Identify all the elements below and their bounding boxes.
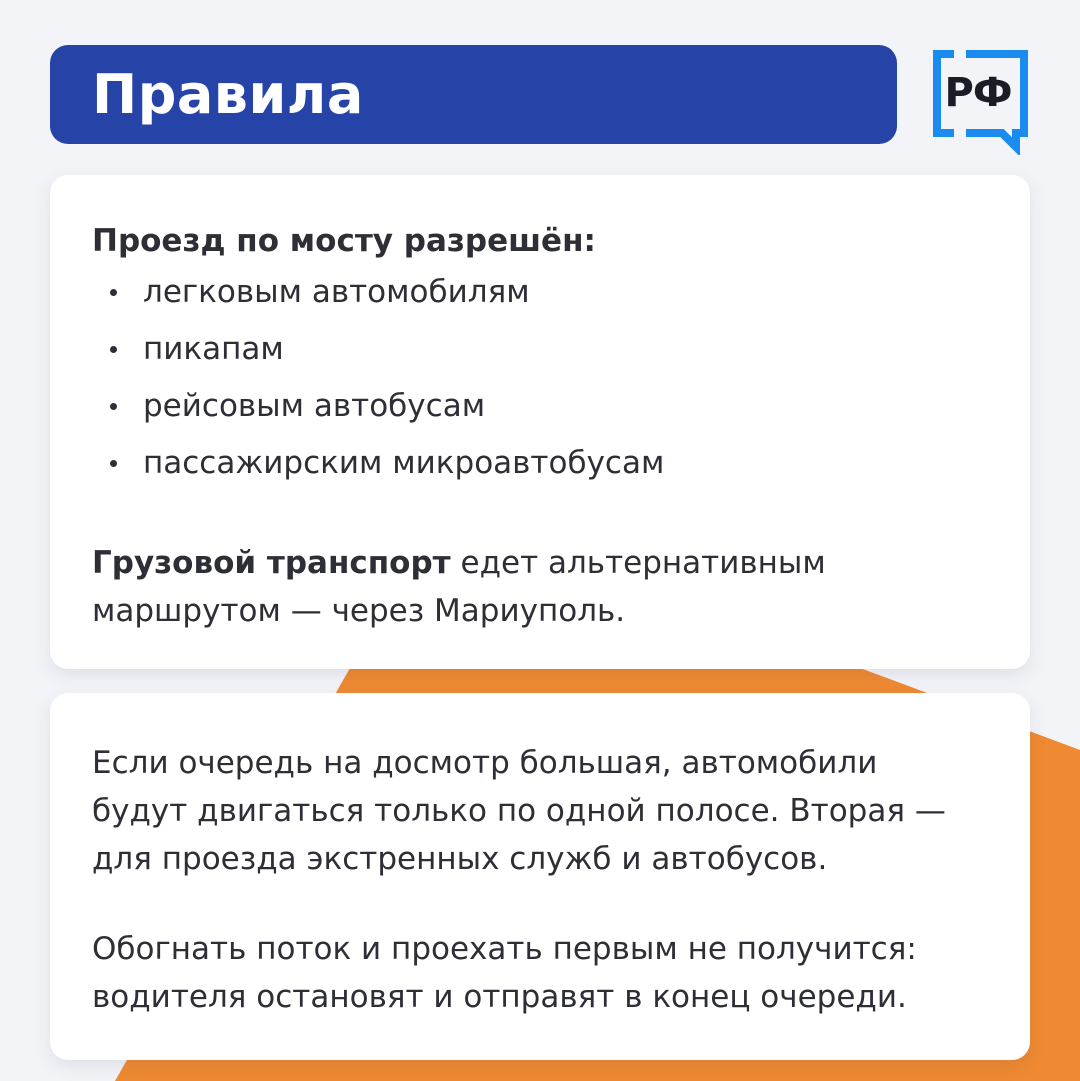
- list-item-label: легковым автомобилям: [143, 274, 530, 310]
- list-item-label: пассажирским микроавтобусам: [143, 445, 665, 481]
- list-item: [110, 386, 664, 443]
- queue-paragraph: [92, 739, 946, 883]
- bullet-icon: [110, 403, 117, 410]
- cargo-paragraph: [92, 539, 826, 635]
- rf-logo: [930, 47, 1034, 155]
- queue-line: Если очередь на досмотр большая, автомобили: [92, 745, 878, 781]
- list-item: [110, 329, 664, 386]
- overtake-line: Обогнать поток и проехать первым не получится:: [92, 931, 917, 967]
- rules-card: [50, 175, 1030, 669]
- overtake-line: водителя остановят и отправят в конец очереди.: [92, 979, 907, 1015]
- list-item: [110, 272, 664, 329]
- queue-line: для проезда экстренных служб и автобусов.: [92, 841, 828, 877]
- bullet-icon: [110, 346, 117, 353]
- title-banner: [50, 45, 897, 144]
- allowed-vehicles-list: [110, 272, 664, 500]
- queue-line: будут двигаться только по одной полосе. Вторая —: [92, 793, 946, 829]
- cargo-line-2: маршрутом — через Мариуполь.: [92, 593, 626, 629]
- overtake-paragraph: [92, 925, 917, 1021]
- bullet-icon: [110, 460, 117, 467]
- page-title: Правила: [92, 63, 364, 126]
- cargo-bold-text: Грузовой транспорт: [92, 545, 451, 581]
- list-item-label: пикапам: [143, 331, 284, 367]
- cargo-line-1: [92, 539, 826, 587]
- logo-text: РФ: [944, 70, 1012, 116]
- list-item-label: рейсовым автобусам: [143, 388, 486, 424]
- bullet-icon: [110, 289, 117, 296]
- queue-card: [50, 693, 1030, 1060]
- rules-heading: Проезд по мосту разрешён:: [92, 223, 596, 259]
- list-item: [110, 443, 664, 500]
- cargo-line-1-rest: едет альтернативным: [450, 545, 826, 581]
